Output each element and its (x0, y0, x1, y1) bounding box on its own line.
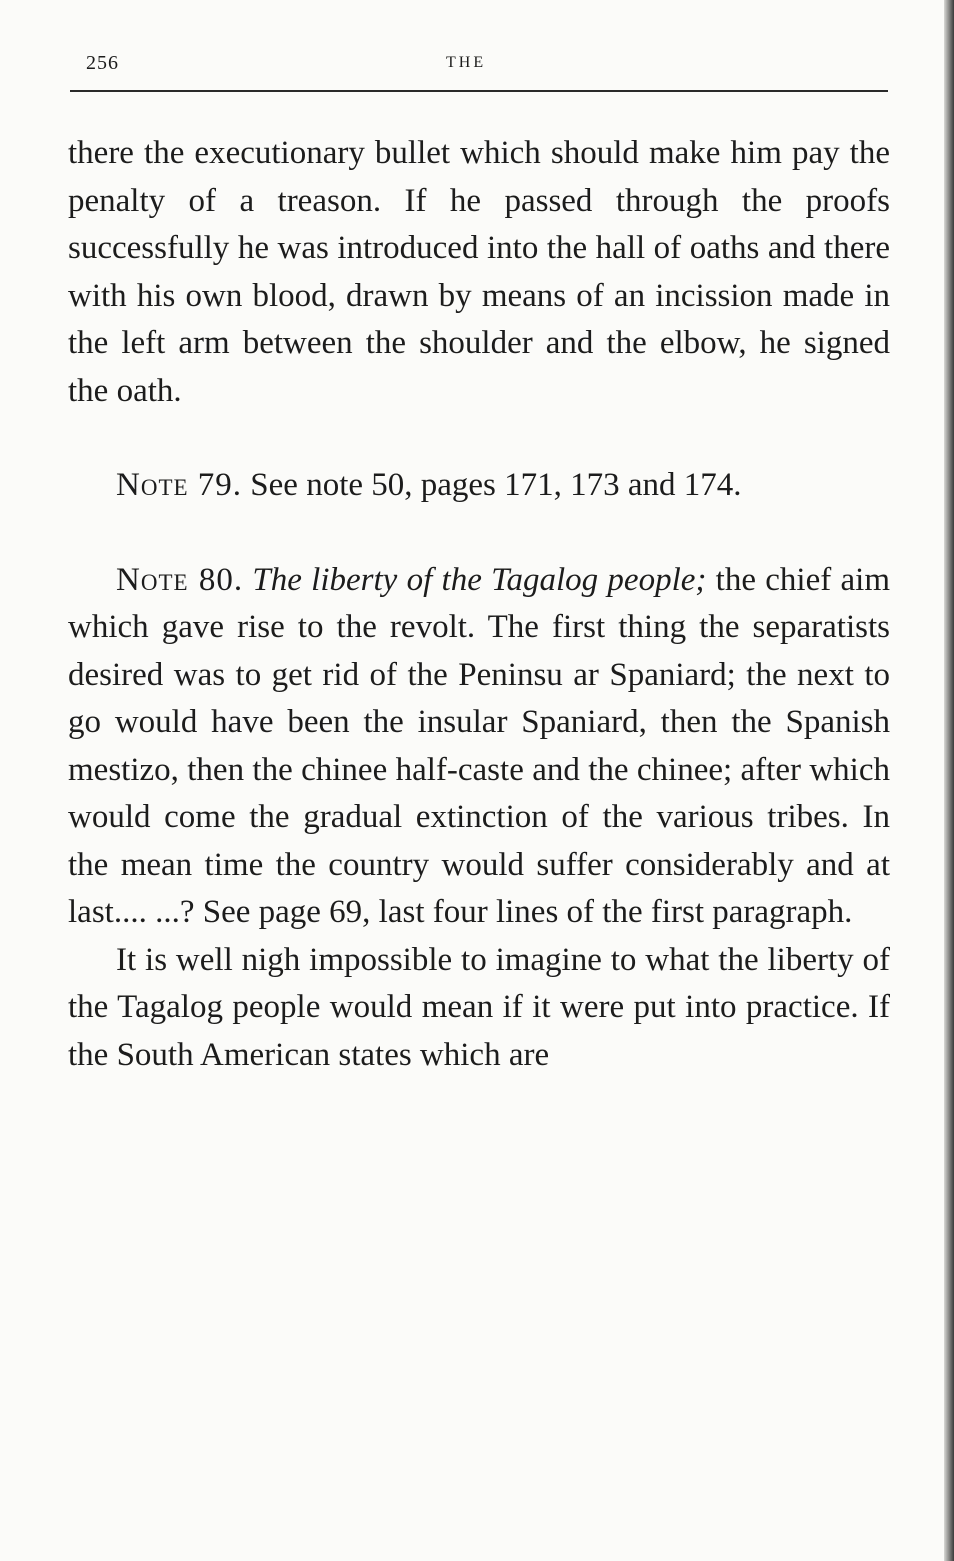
page-body (68, 130, 890, 1079)
note-80-text: the chief aim which gave rise to the revolt. The first thing the separatists desired was to get rid of the Peninsu ar Spaniard; the next to go would have been the insular Spaniard, then the Spanish mestizo, then the chinee half-caste and the chinee; after which would come the gradual extinction of the various tribes. In the mean time the country would suffer considerably and at last.... ...? See page 69, last four lines of the first paragraph. (68, 561, 890, 930)
note-79-label: Note 79. (116, 467, 243, 503)
page-header (70, 52, 888, 94)
running-title: THE (446, 54, 487, 71)
note-79-text: See note 50, pages 171, 173 and 174. (250, 467, 742, 503)
note-80-title: The liberty of the Tagalog people; (252, 561, 707, 598)
note-79 (68, 462, 890, 510)
note-80-label: Note 80. (116, 561, 244, 598)
paragraph-final: It is well nigh impossible to imagine to what the liberty of the Tagalog people would mean if it were put into practice. If the South American states which are (68, 941, 890, 1073)
page-edge-shadow (944, 0, 954, 1561)
page-number: 256 (86, 52, 119, 74)
note-80 (68, 557, 890, 937)
paragraph-continuation: there the executionary bullet which should make him pay the penalty of a treason. If he passed through the proofs successfully he was introduced into the hall of oaths and there with his own blood, drawn by means of an incission made in the left arm between the shoulder and the elbow, he signed the oath. (68, 135, 890, 409)
header-rule (70, 90, 888, 92)
